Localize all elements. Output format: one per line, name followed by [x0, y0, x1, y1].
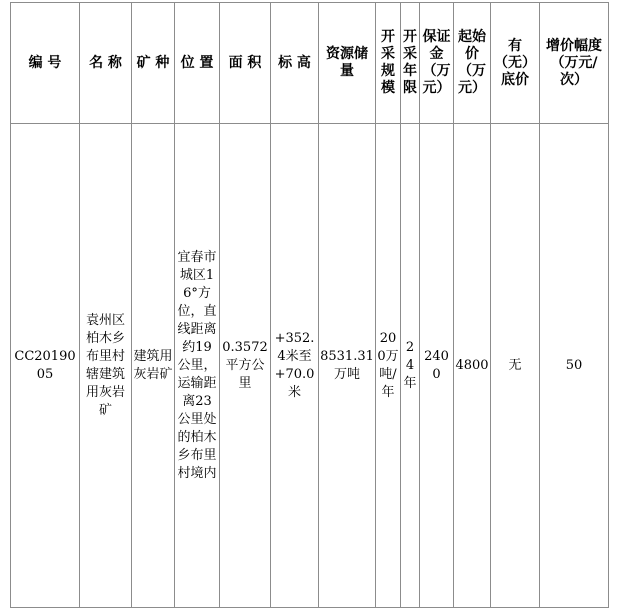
cell-increment: 50 [540, 124, 609, 608]
cell-elevation: +352.4米至+70.0米 [271, 124, 319, 608]
cell-mineral: 建筑用灰岩矿 [132, 124, 175, 608]
header-increment: 增价幅度（万元/次） [540, 3, 609, 124]
header-code: 编 号 [11, 3, 80, 124]
cell-name: 袁州区柏木乡布里村辖建筑用灰岩矿 [80, 124, 132, 608]
header-start-price: 起始价（万元） [454, 3, 491, 124]
header-name: 名 称 [80, 3, 132, 124]
cell-reserve-price: 无 [491, 124, 540, 608]
cell-scale: 200万吨/年 [376, 124, 401, 608]
header-location: 位 置 [175, 3, 220, 124]
table-row [11, 124, 609, 608]
cell-start-price: 4800 [454, 124, 491, 608]
cell-reserves: 8531.31万吨 [319, 124, 376, 608]
mining-rights-table [10, 2, 609, 608]
header-scale: 开采规模 [376, 3, 401, 124]
header-reserves: 资源储量 [319, 3, 376, 124]
header-reserve-price: 有（无）底价 [491, 3, 540, 124]
cell-location: 宜春市城区16°方位，直线距离约19公里，运输距离23公里处的柏木乡布里村境内 [175, 124, 220, 608]
header-elevation: 标 高 [271, 3, 319, 124]
header-row [11, 3, 609, 124]
cell-area: 0.3572平方公里 [220, 124, 271, 608]
header-deposit: 保证金（万元） [420, 3, 454, 124]
header-term: 开采年限 [401, 3, 420, 124]
header-area: 面 积 [220, 3, 271, 124]
header-mineral: 矿 种 [132, 3, 175, 124]
cell-term: 24年 [401, 124, 420, 608]
cell-code: CC2019005 [11, 124, 80, 608]
cell-deposit: 2400 [420, 124, 454, 608]
